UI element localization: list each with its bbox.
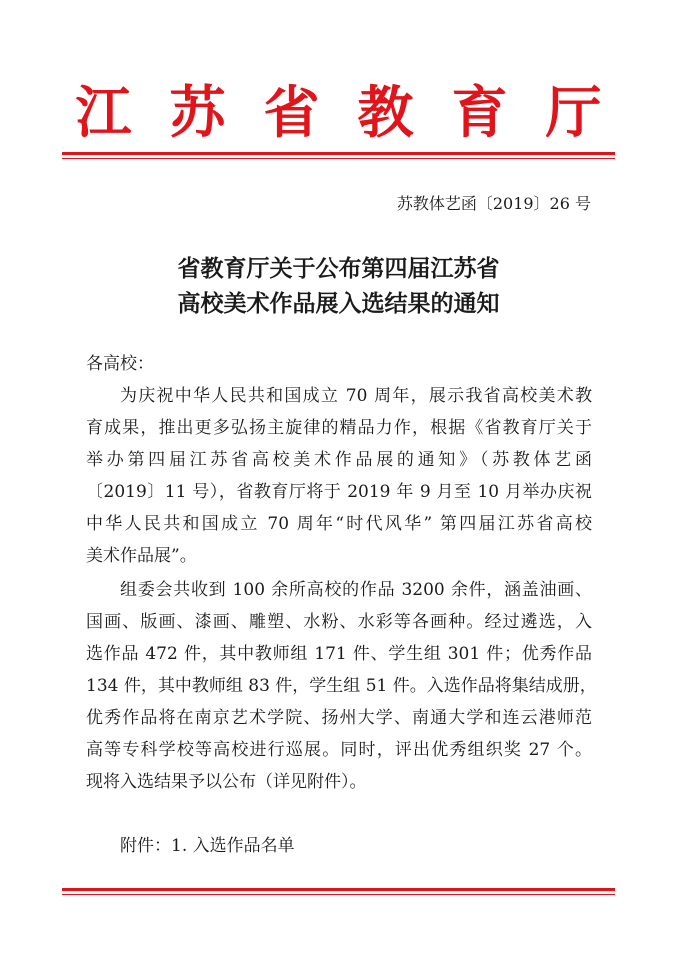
salutation: 各高校： (86, 354, 154, 374)
document-number: 苏教体艺函〔2019〕26 号 (396, 194, 591, 213)
attachment-list: 附件：1. 入选作品名单 (120, 836, 295, 856)
paragraph-line: 举办第四届江苏省高校美术作品展的通知》（苏教体艺函 (86, 450, 592, 470)
document-title (0, 252, 677, 322)
paragraph-line: 中华人民共和国成立 70 周年“时代风华” 第四届江苏省高校 (86, 514, 592, 534)
document-title-line-2: 高校美术作品展入选结果的通知 (177, 291, 500, 317)
header-divider-thin (62, 158, 615, 159)
paragraph-line: 现将入选结果予以公布（详见附件）。 (86, 772, 367, 792)
paragraph-line: 〔2019〕11 号），省教育厅将于 2019 年 9 月至 10 月举办庆祝 (86, 482, 592, 502)
paragraph-line: 育成果，推出更多弘扬主旋律的精品力作，根据《省教育厅关于 (86, 418, 592, 438)
footer-divider-thick (62, 888, 615, 891)
paragraph-line: 美术作品展”。 (86, 546, 197, 566)
paragraph-line: 134 件，其中教师组 83 件，学生组 51 件。入选作品将集结成册， (86, 676, 597, 696)
paragraph-line: 组委会共收到 100 余所高校的作品 3200 余件，涵盖油画、 (120, 580, 592, 600)
body-paragraph-2 (86, 574, 597, 798)
header-divider-thick (62, 152, 615, 155)
paragraph-line: 高等专科学校等高校进行巡展。同时，评出优秀组织奖 27 个。 (86, 740, 592, 760)
paragraph-line: 为庆祝中华人民共和国成立 70 周年，展示我省高校美术教 (120, 386, 592, 406)
paragraph-line: 选作品 472 件，其中教师组 171 件、学生组 301 件；优秀作品 (86, 644, 592, 664)
paragraph-line: 优秀作品将在南京艺术学院、扬州大学、南通大学和连云港师范 (86, 708, 592, 728)
body-paragraph-1 (86, 380, 592, 572)
paragraph-line: 国画、版画、漆画、雕塑、水粉、水彩等各画种。经过遴选，入 (86, 612, 592, 632)
footer-divider-thin (62, 894, 615, 895)
issuing-authority-title: 江苏省教育厅 (75, 80, 640, 146)
document-title-line-1: 省教育厅关于公布第四届江苏省 (177, 256, 500, 282)
